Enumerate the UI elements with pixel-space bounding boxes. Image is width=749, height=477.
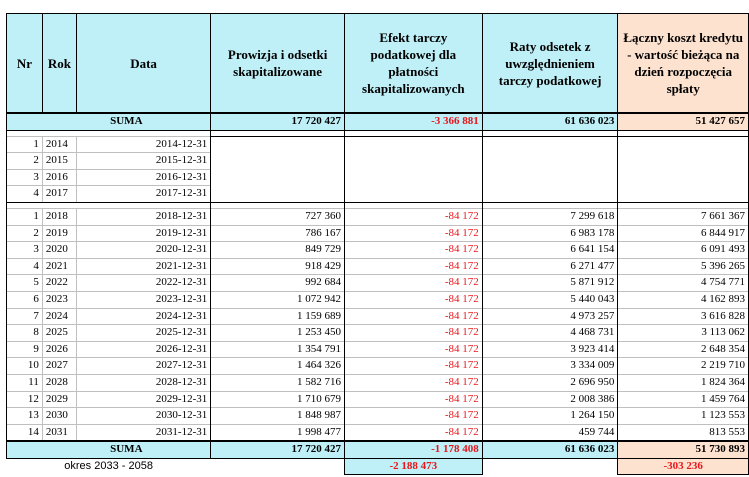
cell-efekt: -84 172: [344, 242, 482, 259]
cell-raty-empty: [482, 186, 618, 203]
cell-nr: 3: [7, 169, 43, 186]
footer-label: okres 2033 - 2058: [64, 460, 153, 473]
cell-efekt: -84 172: [344, 208, 482, 225]
table-row: [7, 408, 749, 425]
cell-data: 2030-12-31: [76, 408, 210, 425]
cell-nr: 10: [7, 358, 43, 375]
cell-raty: 3 334 009: [482, 358, 618, 375]
cell-efekt: -84 172: [344, 424, 482, 441]
cell-data: 2024-12-31: [76, 308, 210, 325]
cell-efekt: -84 172: [344, 225, 482, 242]
cell-rok: 2019: [42, 225, 76, 242]
cell-nr: 14: [7, 424, 43, 441]
table-row: [7, 275, 749, 292]
cell-laczny: 2 219 710: [618, 358, 749, 375]
cell-laczny-empty: [618, 186, 749, 203]
cell-efekt: -84 172: [344, 374, 482, 391]
cell-raty-empty: [482, 153, 618, 170]
cell-raty: 3 923 414: [482, 341, 618, 358]
cell-efekt: -84 172: [344, 408, 482, 425]
table-row: [7, 258, 749, 275]
cell-data: 2021-12-31: [76, 258, 210, 275]
cell-data: 2017-12-31: [76, 186, 210, 203]
cell-prowizja-empty: [211, 169, 345, 186]
table-row: [7, 169, 749, 186]
suma-bottom-pad: [7, 441, 43, 458]
cell-efekt: -84 172: [344, 291, 482, 308]
cell-laczny: 3 616 828: [618, 308, 749, 325]
cell-rok: 2015: [42, 153, 76, 170]
header-prowizja: Prowizja i odsetki skapitalizowane: [211, 14, 345, 114]
table-row: [7, 374, 749, 391]
cell-prowizja-empty: [211, 186, 345, 203]
cell-efekt-empty: [344, 136, 482, 153]
table-row: [7, 225, 749, 242]
cell-laczny: 6 844 917: [618, 225, 749, 242]
cell-laczny: 1 123 553: [618, 408, 749, 425]
header-data: Data: [76, 14, 210, 114]
cell-prowizja: 1 253 450: [211, 325, 345, 342]
cell-rok: 2025: [42, 325, 76, 342]
cell-prowizja: 786 167: [211, 225, 345, 242]
cell-rok: 2017: [42, 186, 76, 203]
cell-raty: 2 008 386: [482, 391, 618, 408]
cell-nr: 13: [7, 408, 43, 425]
table-row: [7, 186, 749, 203]
cell-data: 2022-12-31: [76, 275, 210, 292]
table-row: [7, 424, 749, 441]
footer-empty: [482, 458, 618, 475]
cell-nr: 6: [7, 291, 43, 308]
cell-rok: 2021: [42, 258, 76, 275]
cell-nr: 7: [7, 308, 43, 325]
cell-laczny: 3 113 062: [618, 325, 749, 342]
cell-prowizja: 849 729: [211, 242, 345, 259]
cell-raty: 6 641 154: [482, 242, 618, 259]
suma-top-label: SUMA: [42, 113, 210, 130]
cell-efekt-empty: [344, 186, 482, 203]
cell-rok: 2022: [42, 275, 76, 292]
suma-top-efekt: -3 366 881: [344, 113, 482, 130]
table-body: [7, 113, 749, 475]
header-row: [7, 14, 749, 114]
cell-laczny: 6 091 493: [618, 242, 749, 259]
header-raty: Raty odsetek z uwzględnieniem tarczy podatkowej: [482, 14, 618, 114]
cell-efekt: -84 172: [344, 325, 482, 342]
cell-rok: 2020: [42, 242, 76, 259]
cell-rok: 2016: [42, 169, 76, 186]
cell-laczny: 1 459 764: [618, 391, 749, 408]
cell-nr: 9: [7, 341, 43, 358]
cell-data: 2025-12-31: [76, 325, 210, 342]
footer-row: [7, 458, 749, 475]
cell-laczny-empty: [618, 136, 749, 153]
cell-nr: 2: [7, 225, 43, 242]
cell-laczny: 813 553: [618, 424, 749, 441]
suma-bottom-efekt: -1 178 408: [344, 441, 482, 458]
cell-data: 2019-12-31: [76, 225, 210, 242]
cell-efekt: -84 172: [344, 275, 482, 292]
cell-laczny: 1 824 364: [618, 374, 749, 391]
cell-rok: 2029: [42, 391, 76, 408]
suma-top-laczny: 51 427 657: [618, 113, 749, 130]
cell-data: 2031-12-31: [76, 424, 210, 441]
table-row: [7, 358, 749, 375]
footer-laczny: -303 236: [618, 458, 749, 475]
cell-raty: 459 744: [482, 424, 618, 441]
cell-raty: 7 299 618: [482, 208, 618, 225]
table-row: [7, 325, 749, 342]
table-row: [7, 208, 749, 225]
cell-efekt: -84 172: [344, 308, 482, 325]
cell-raty: 5 871 912: [482, 275, 618, 292]
cell-laczny: 2 648 354: [618, 341, 749, 358]
cell-laczny-empty: [618, 169, 749, 186]
table-row: [7, 242, 749, 259]
suma-bottom-raty: 61 636 023: [482, 441, 618, 458]
cell-nr: 3: [7, 242, 43, 259]
cell-prowizja: 918 429: [211, 258, 345, 275]
suma-top-raty: 61 636 023: [482, 113, 618, 130]
cell-raty: 6 271 477: [482, 258, 618, 275]
cell-prowizja: 1 159 689: [211, 308, 345, 325]
cell-prowizja: 1 354 791: [211, 341, 345, 358]
table-row: [7, 308, 749, 325]
table-row: [7, 153, 749, 170]
cell-efekt: -84 172: [344, 391, 482, 408]
cell-data: 2015-12-31: [76, 153, 210, 170]
cell-raty-empty: [482, 169, 618, 186]
cell-data: 2016-12-31: [76, 169, 210, 186]
cell-nr: 1: [7, 208, 43, 225]
cell-nr: 1: [7, 136, 43, 153]
cell-rok: 2024: [42, 308, 76, 325]
cell-data: 2029-12-31: [76, 391, 210, 408]
cell-nr: 4: [7, 258, 43, 275]
table-row: [7, 291, 749, 308]
cell-rok: 2018: [42, 208, 76, 225]
header-rok: Rok: [42, 14, 76, 114]
cell-prowizja: 992 684: [211, 275, 345, 292]
cell-nr: 11: [7, 374, 43, 391]
cell-prowizja: 1 582 716: [211, 374, 345, 391]
cell-data: 2020-12-31: [76, 242, 210, 259]
cell-laczny: 4 162 893: [618, 291, 749, 308]
cell-data: 2023-12-31: [76, 291, 210, 308]
cell-raty: 4 468 731: [482, 325, 618, 342]
cell-rok: 2026: [42, 341, 76, 358]
suma-top-row: [7, 113, 749, 130]
cell-prowizja: 1 710 679: [211, 391, 345, 408]
suma-bottom-laczny: 51 730 893: [618, 441, 749, 458]
cell-raty-empty: [482, 136, 618, 153]
cell-rok: 2014: [42, 136, 76, 153]
cell-raty: 6 983 178: [482, 225, 618, 242]
cell-data: 2018-12-31: [76, 208, 210, 225]
cell-efekt: -84 172: [344, 258, 482, 275]
suma-top-prowizja: 17 720 427: [211, 113, 345, 130]
cell-laczny: 4 754 771: [618, 275, 749, 292]
header-nr: Nr: [7, 14, 43, 114]
cell-data: 2026-12-31: [76, 341, 210, 358]
suma-bottom-label: SUMA: [42, 441, 210, 458]
cell-prowizja-empty: [211, 153, 345, 170]
cell-raty: 2 696 950: [482, 374, 618, 391]
cell-raty: 1 264 150: [482, 408, 618, 425]
cell-nr: 8: [7, 325, 43, 342]
cell-nr: 2: [7, 153, 43, 170]
spreadsheet-table-wrap: [6, 13, 749, 475]
cell-rok: 2030: [42, 408, 76, 425]
cell-nr: 5: [7, 275, 43, 292]
cell-raty: 4 973 257: [482, 308, 618, 325]
cell-rok: 2027: [42, 358, 76, 375]
cell-data: 2028-12-31: [76, 374, 210, 391]
cell-raty: 5 440 043: [482, 291, 618, 308]
suma-top-pad: [7, 113, 43, 130]
table-row: [7, 341, 749, 358]
cell-prowizja: 1 464 326: [211, 358, 345, 375]
footer-efekt: -2 188 473: [344, 458, 482, 475]
cell-data: 2014-12-31: [76, 136, 210, 153]
cell-efekt-empty: [344, 153, 482, 170]
cell-rok: 2031: [42, 424, 76, 441]
cell-laczny: 5 396 265: [618, 258, 749, 275]
suma-bottom-prowizja: 17 720 427: [211, 441, 345, 458]
cell-nr: 4: [7, 186, 43, 203]
cell-efekt-empty: [344, 169, 482, 186]
cell-rok: 2023: [42, 291, 76, 308]
cell-rok: 2028: [42, 374, 76, 391]
cell-prowizja: 1 848 987: [211, 408, 345, 425]
cell-laczny: 7 661 367: [618, 208, 749, 225]
suma-bottom-row: [7, 441, 749, 458]
footer-empty: [211, 458, 345, 475]
header-efekt: Efekt tarczy podatkowej dla płatności skapitalizowanych: [344, 14, 482, 114]
cell-prowizja: 727 360: [211, 208, 345, 225]
table-row: [7, 391, 749, 408]
cell-nr: 12: [7, 391, 43, 408]
cell-prowizja: 1 072 942: [211, 291, 345, 308]
cell-prowizja: 1 998 477: [211, 424, 345, 441]
cell-efekt: -84 172: [344, 341, 482, 358]
header-laczny: Łączny koszt kredytu - wartość bieżąca na dzień rozpoczęcia spłaty: [618, 14, 749, 114]
loan-cost-table: [6, 13, 749, 475]
cell-efekt: -84 172: [344, 358, 482, 375]
cell-data: 2027-12-31: [76, 358, 210, 375]
cell-prowizja-empty: [211, 136, 345, 153]
cell-laczny-empty: [618, 153, 749, 170]
table-row: [7, 136, 749, 153]
